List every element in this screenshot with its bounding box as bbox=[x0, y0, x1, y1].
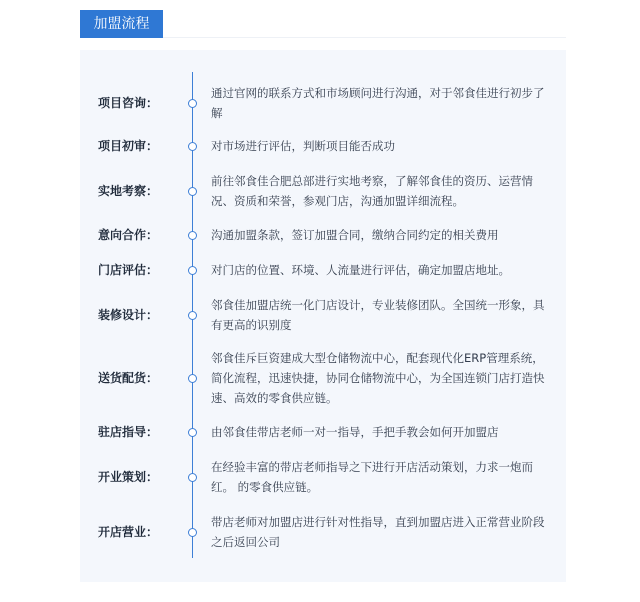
step-description: 前往邻食佳合肥总部进行实地考察，了解邻食佳的资历、运营情况、资质和荣誉，参观门店，沟通加盟详细流程。 bbox=[211, 174, 533, 208]
timeline-dot bbox=[188, 266, 197, 275]
step-description: 通过官网的联系方式和市场顾问进行沟通，对于邻食佳进行初步了解 bbox=[211, 86, 545, 120]
step-description: 在经验丰富的带店老师指导之下进行开店活动策划，力求一炮而红。 的零食供应链。 bbox=[211, 460, 533, 494]
timeline-dot bbox=[188, 99, 197, 108]
timeline-dot bbox=[188, 142, 197, 151]
step-label: 意向合作： bbox=[97, 228, 158, 242]
step-description: 邻食佳加盟店统一化门店设计，专业装修团队。全国统一形象，具有更高的识别度 bbox=[211, 298, 545, 332]
step-label: 门店评估： bbox=[97, 263, 158, 277]
step-label: 开店营业： bbox=[97, 525, 158, 539]
step-description: 由邻食佳带店老师一对一指导，手把手教会如何开加盟店 bbox=[211, 425, 499, 439]
timeline-dot bbox=[188, 428, 197, 437]
timeline-dot bbox=[188, 528, 197, 537]
step-description: 对市场进行评估，判断项目能否成功 bbox=[211, 139, 395, 153]
step-description: 沟通加盟条款，签订加盟合同，缴纳合同约定的相关费用 bbox=[211, 228, 499, 242]
timeline-dot bbox=[188, 473, 197, 482]
step-label: 项目初审： bbox=[97, 139, 158, 153]
step-label: 项目咨询： bbox=[97, 96, 158, 110]
step-label: 装修设计： bbox=[97, 308, 158, 322]
step-description: 对门店的位置、环境、人流量进行评估，确定加盟店地址。 bbox=[211, 263, 510, 277]
timeline-dot bbox=[188, 187, 197, 196]
step-label: 实地考察： bbox=[97, 184, 158, 198]
step-description: 带店老师对加盟店进行针对性指导，直到加盟店进入正常营业阶段之后返回公司 bbox=[211, 515, 545, 549]
section-header bbox=[80, 10, 566, 38]
step-label: 开业策划： bbox=[97, 470, 158, 484]
process-panel bbox=[80, 50, 566, 582]
timeline-dot bbox=[188, 311, 197, 320]
timeline-dot bbox=[188, 231, 197, 240]
timeline-dot bbox=[188, 374, 197, 383]
step-description: 邻食佳斥巨资建成大型仓储物流中心，配套现代化ERP管理系统，简化流程，迅速快捷，协同仓储物流中心，为全国连锁门店打造快速、高效的零食供应链。 bbox=[211, 351, 545, 405]
step-label: 送货配货： bbox=[97, 371, 158, 385]
section-title: 加盟流程 bbox=[80, 10, 163, 38]
step-label: 驻店指导： bbox=[97, 425, 158, 439]
